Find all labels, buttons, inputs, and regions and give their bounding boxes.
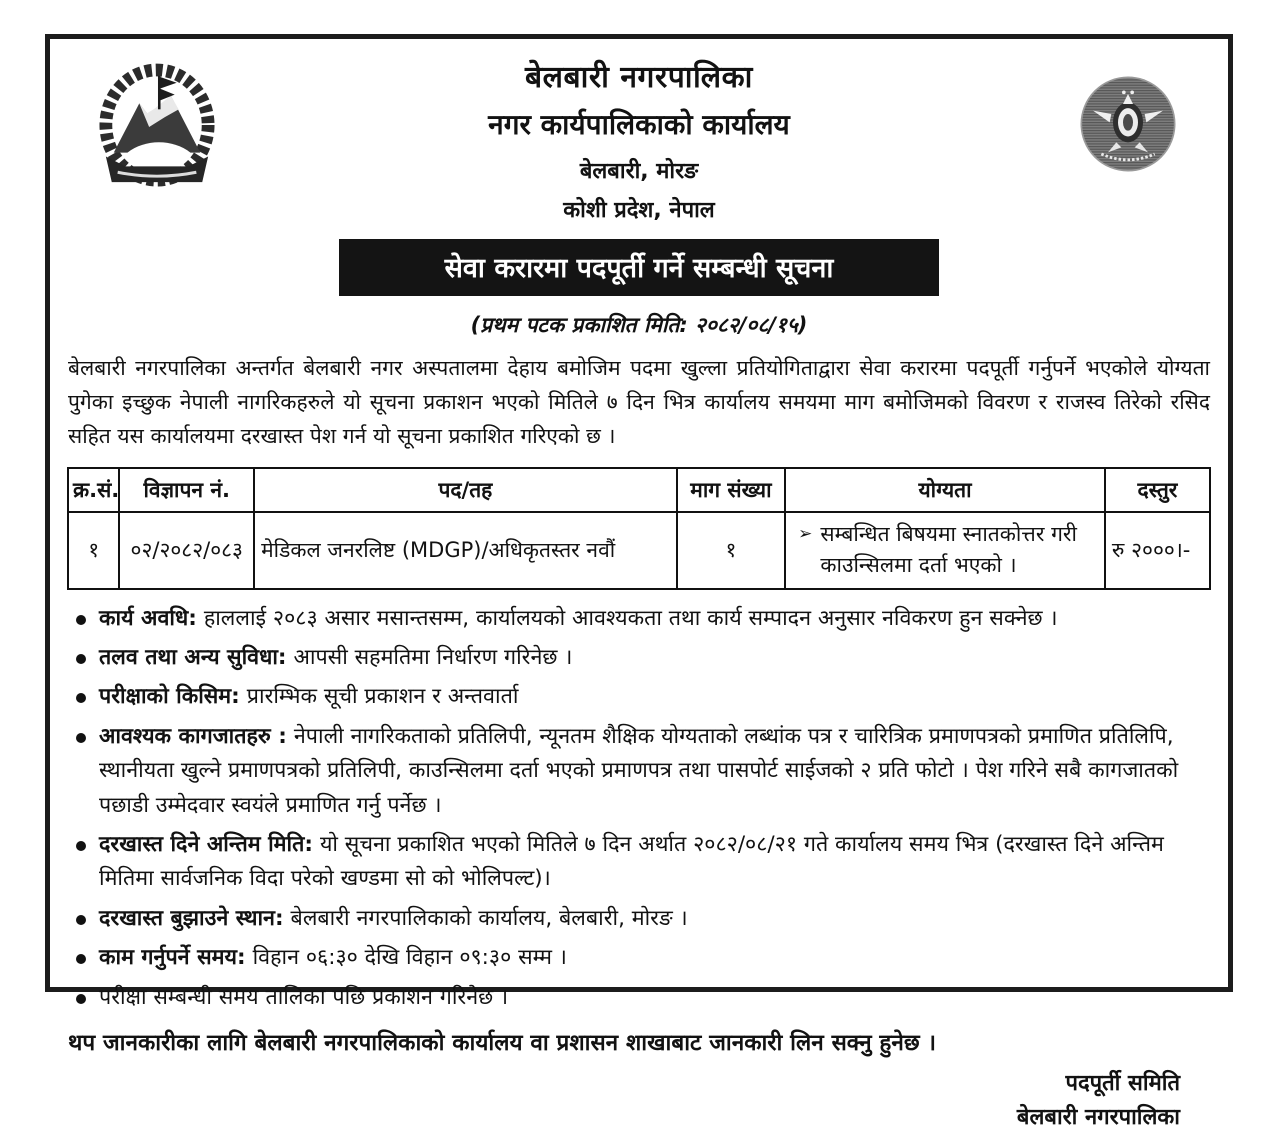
bullet-text: प्रारम्भिक सूची प्रकाशन र अन्तवार्ता: [246, 684, 519, 710]
bullet-text: परीक्षा सम्बन्धी समय तालिका पछि प्रकाशन गरिनेछ ।: [99, 984, 509, 1010]
cell-post-level: मेडिकल जनरलिष्ट (MDGP)/अधिकृतस्तर नवौं: [254, 512, 677, 589]
list-item: [72, 680, 1212, 714]
header-demand-count: माग संख्या: [677, 468, 785, 512]
notice-conditions-list: [72, 602, 1212, 1015]
office-address: बेलबारी, मोरङ: [579, 159, 699, 184]
letterhead: [60, 55, 1218, 224]
nepal-emblem-icon: [98, 61, 216, 195]
header-fee: दस्तुर: [1105, 468, 1210, 512]
bullet-label: तलव तथा अन्य सुविधा:: [99, 645, 287, 671]
intro-paragraph: बेलबारी नगरपालिका अन्तर्गत बेलबारी नगर अस्पतालमा देहाय बमोजिम पदमा खुल्ला प्रतियोगिताद्वारा सेवा करारमा पदपूर्ती गर्नुपर्ने भएकोले योग्यता पुगेका इच्छुक नेपाली नागरिकहरुले यो सूचना प्रकाशन भएको मितिले ७ दिन भित्र कार्यालय समयमा माग बमोजिमको विवरण र राजस्व तिरेको रसिद सहित यस कार्यालयमा दरखास्त पेश गर्न यो सूचना प्रकाशित गरिएको छ ।: [68, 356, 1210, 449]
header-serial-no: क्र.सं.: [68, 468, 119, 512]
list-item: [72, 981, 1212, 1015]
qualification-text: सम्बन्धित बिषयमा स्नातकोत्तर गरी काउन्सिलमा दर्ता भएको ।: [820, 521, 1077, 578]
bullet-text: आपसी सहमतिमा निर्धारण गरिनेछ ।: [293, 645, 573, 671]
list-item: [72, 941, 1212, 975]
bullet-label: काम गर्नुपर्ने समय:: [99, 945, 246, 971]
signature-committee: पदपूर्ती समिति: [1065, 1070, 1180, 1096]
header-advert-no: विज्ञापन नं.: [119, 468, 254, 512]
municipal-seal-logo: [1078, 65, 1178, 183]
signature-organization: बेलबारी नगरपालिका: [1016, 1105, 1180, 1131]
list-item: [72, 902, 1212, 936]
header-post-level: पद/तह: [254, 468, 677, 512]
cell-qualification: [785, 512, 1105, 589]
list-item: [72, 828, 1212, 897]
province-line: कोशी प्रदेश, नेपाल: [563, 198, 715, 223]
table-row: [68, 512, 1210, 589]
header-qualification: योग्यता: [785, 468, 1105, 512]
cell-serial-no: १: [68, 512, 119, 589]
bullet-text: यो सूचना प्रकाशित भएको मितिले ७ दिन अर्थात २०८२/०८/२१ गते कार्यालय समय भित्र (दरखास्त दिने अन्तिम मितिमा सार्वजनिक विदा परेको खण्डमा सो को भोलिपल्ट)।: [99, 832, 1164, 892]
bullet-text: नेपाली नागरिकताको प्रतिलिपी, न्यूनतम शैक्षिक योग्यताको लब्धांक पत्र र चारित्रिक प्रमाणपत्रको प्रमाणित प्रतिलिपि, स्थानीयता खुल्ने प्रमाणपत्रको प्रतिलिपी, काउन्सिलमा दर्ता भएको प्रमाणपत्र तथा पासपोर्ट साईजको २ प्रति फोटो । पेश गरिने सबै कागजातको पछाडी उम्मेदवार स्वयंले प्रमाणित गर्नु पर्नेछ ।: [99, 723, 1179, 818]
more-info-line: थप जानकारीका लागि बेलबारी नगरपालिकाको कार्यालय वा प्रशासन शाखाबाट जानकारी लिन सक्नु हुनेछ ।: [68, 1029, 937, 1056]
signature-block: [60, 1067, 1180, 1135]
municipal-seal-icon: [1078, 65, 1178, 183]
list-item: [72, 641, 1212, 675]
list-item: [72, 720, 1212, 823]
arrow-bullet-icon: ➢: [798, 523, 813, 544]
cell-demand-count: १: [677, 512, 785, 589]
bullet-label: दरखास्त बुझाउने स्थान:: [99, 905, 284, 931]
nepal-emblem-logo: [98, 61, 216, 195]
bullet-label: दरखास्त दिने अन्तिम मिति:: [99, 832, 313, 857]
list-item: [72, 602, 1212, 636]
office-name: नगर कार्यपालिकाको कार्यालय: [488, 108, 790, 141]
bullet-label: कार्य अवधि:: [99, 605, 197, 631]
table-header-row: [68, 468, 1210, 512]
bullet-text: विहान ०६:३० देखि विहान ०९:३० सम्म ।: [252, 945, 567, 971]
bullet-text: बेलबारी नगरपालिकाको कार्यालय, बेलबारी, मोरङ ।: [290, 905, 688, 931]
notice-title-banner: सेवा करारमा पदपूर्ती गर्ने सम्बन्धी सूचना: [339, 239, 939, 296]
cell-fee: रु २०००।-: [1105, 512, 1210, 589]
organization-name: बेलबारी नगरपालिका: [525, 60, 753, 95]
document-border-frame: [45, 34, 1233, 1131]
bullet-label: परीक्षाको किसिम:: [99, 684, 240, 710]
vacancy-table: [67, 467, 1211, 590]
published-date-line: (प्रथम पटक प्रकाशित मिति: २०८२/०८/१५): [470, 313, 808, 337]
bullet-label: आवश्यक कागजातहरु :: [99, 723, 287, 749]
bullet-text: हाललाई २०८३ असार मसान्तसम्म, कार्यालयको आवश्यकता तथा कार्य सम्पादन अनुसार नविकरण हुन सक्नेछ ।: [203, 605, 1058, 631]
cell-advert-no: ०२/२०८२/०८३: [119, 512, 254, 589]
